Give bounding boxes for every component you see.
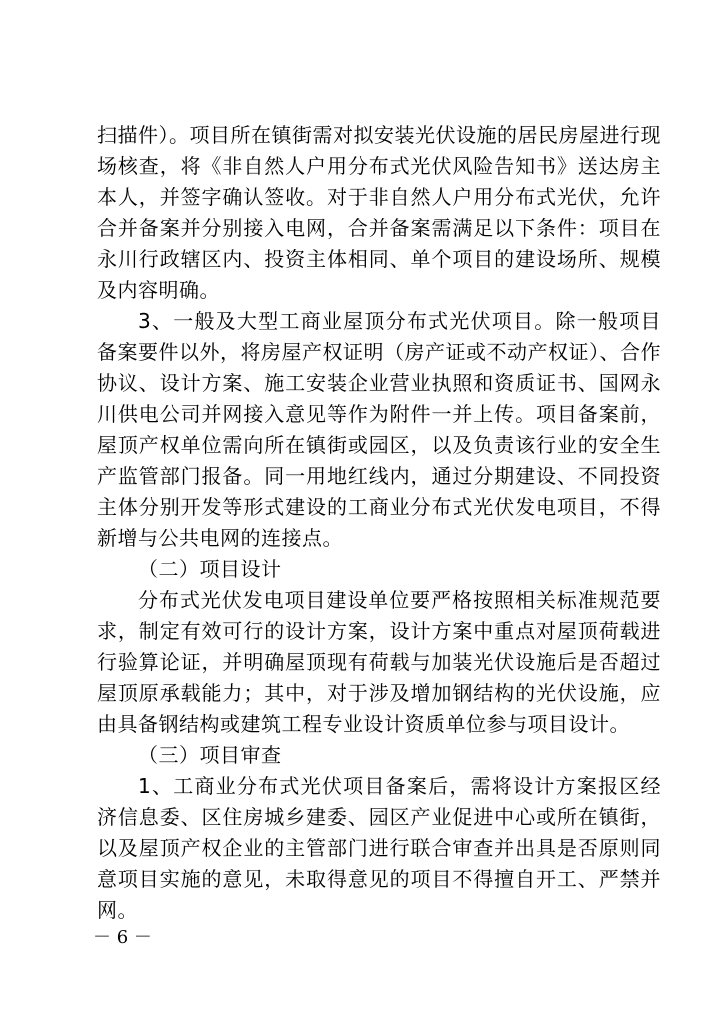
document-body <box>97 120 661 926</box>
paragraph-review-1: 1、工商业分布式光伏项目备案后，需将设计方案报区经济信息委、区住房城乡建委、园区产业促进中心或所在镇街，以及屋顶产权企业的主管部门进行联合审查并出具是否原则同意项目实施的意见，未取得意见的项目不得擅自开工、严禁并网。 <box>97 774 661 922</box>
paragraph-design: 分布式光伏发电项目建设单位要严格按照相关标准规范要求，制定有效可行的设计方案，设计方案中重点对屋顶荷载进行验算论证，并明确屋顶现有荷载与加装光伏设施后是否超过屋顶原承载能力；其中，对于涉及增加钢结构的光伏设施，应由具备钢结构或建筑工程专业设计资质单位参与项目设计。 <box>97 588 661 736</box>
section-heading-review: （三）项目审查 <box>138 743 282 767</box>
paragraph-item-3: 3、一般及大型工商业屋顶分布式光伏项目。除一般项目备案要件以外，将房屋产权证明（房产证或不动产权证）、合作协议、设计方案、施工安装企业营业执照和资质证书、国网永川供电公司并网接入意见等作为附件一并上传。项目备案前，屋顶产权单位需向所在镇街或园区，以及负责该行业的安全生产监管部门报备。同一用地红线内，通过分期建设、不同投资主体分别开发等形式建设的工商业分布式光伏发电项目，不得新增与公共电网的连接点。 <box>97 309 661 550</box>
paragraph-continuation: 扫描件）。项目所在镇街需对拟安装光伏设施的居民房屋进行现场核查，将《非自然人户用分布式光伏风险告知书》送达房主本人，并签字确认签收。对于非自然人户用分布式光伏，允许合并备案并分别接入电网，合并备案需满足以下条件：项目在永川行政辖区内、投资主体相同、单个项目的建设场所、规模及内容明确。 <box>97 123 661 302</box>
section-heading-design: （二）项目设计 <box>138 557 282 581</box>
page-number: － 6 － <box>93 927 152 948</box>
